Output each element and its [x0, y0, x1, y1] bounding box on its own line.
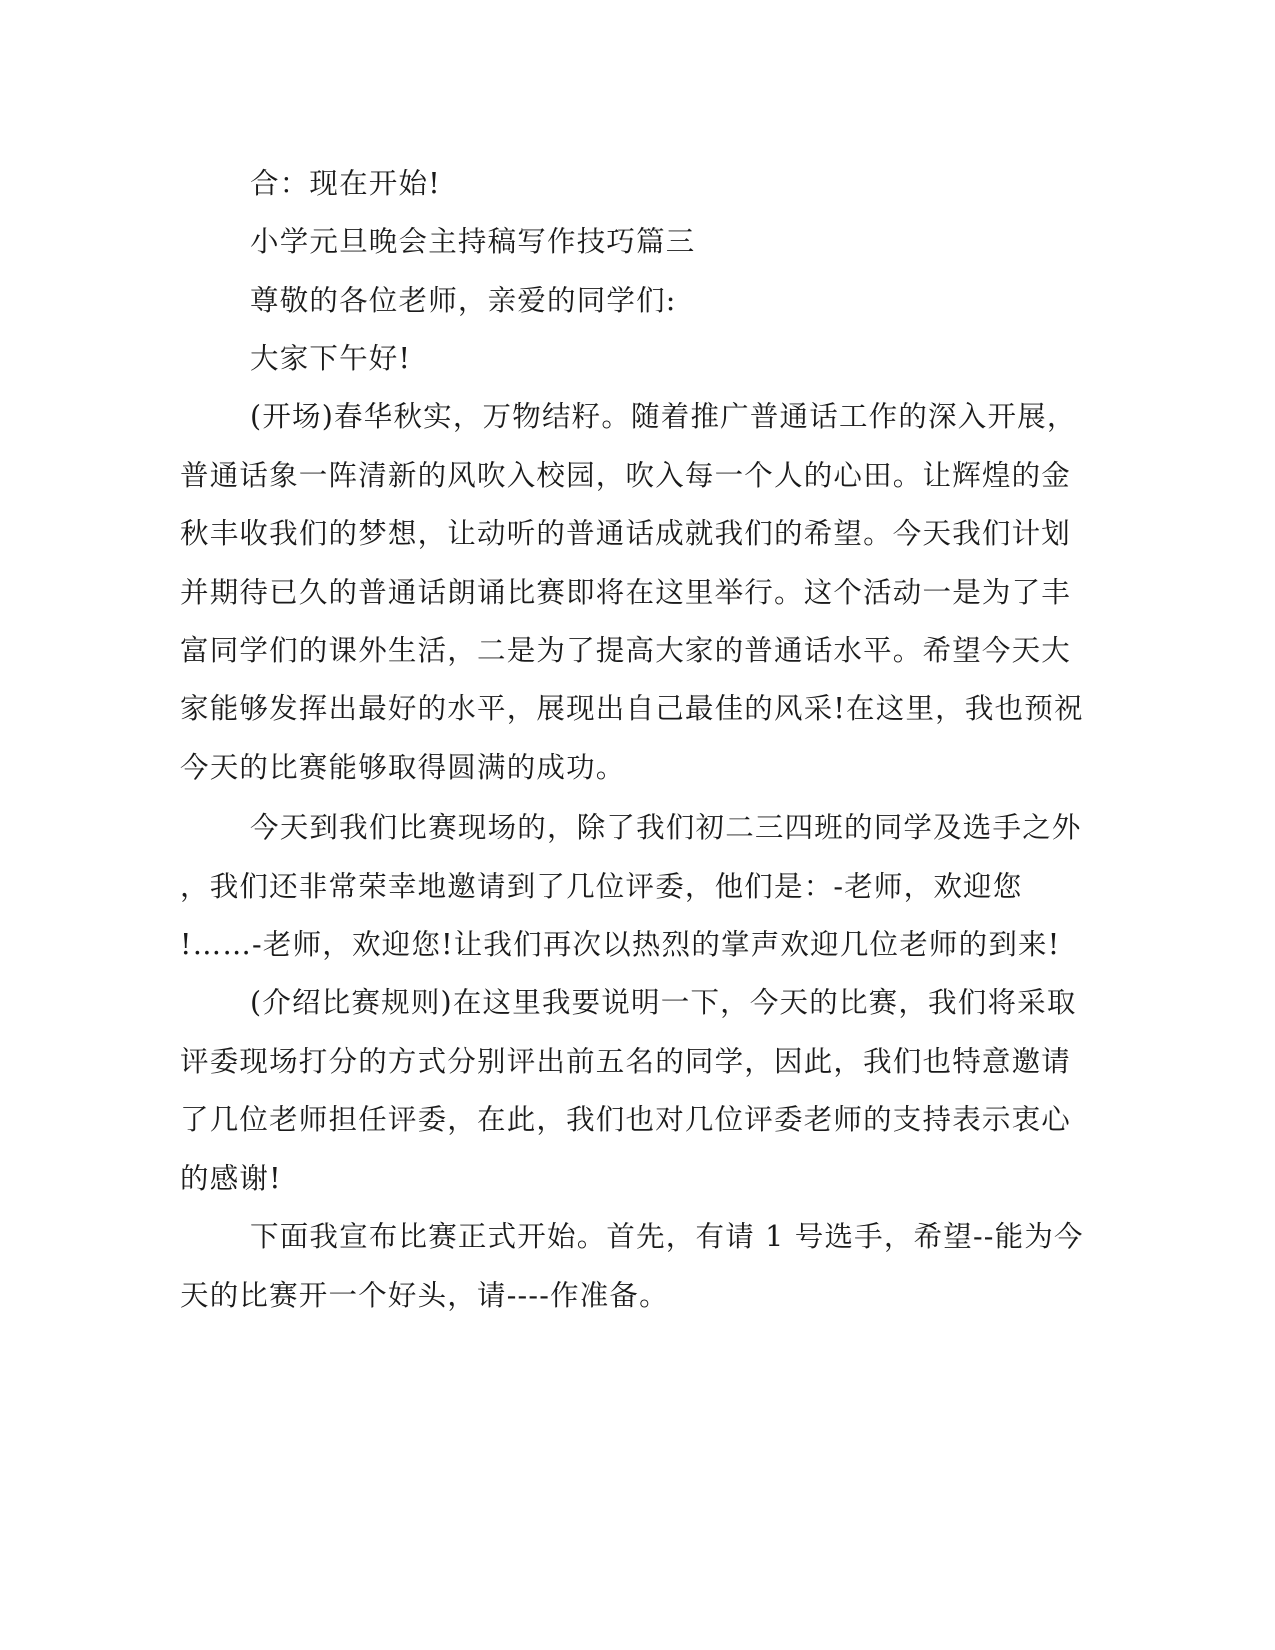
salutation: 尊敬的各位老师，亲爱的同学们:	[250, 284, 677, 317]
paragraph-line: (介绍比赛规则)在这里我要说明一下，今天的比赛，我们将采取	[250, 986, 1077, 1019]
paragraph-line: 的感谢!	[180, 1162, 282, 1195]
paragraph-line: 评委现场打分的方式分别评出前五名的同学，因此，我们也特意邀请	[180, 1045, 1072, 1078]
paragraph-line: 普通话象一阵清新的风吹入校园，吹入每一个人的心田。让辉煌的金	[180, 459, 1072, 492]
paragraph-line: 天的比赛开一个好头，请----作准备。	[180, 1279, 669, 1312]
paragraph-line: 下面我宣布比赛正式开始。首先，有请 1 号选手，希望--能为今	[250, 1220, 1084, 1253]
paragraph-line: 富同学们的课外生活，二是为了提高大家的普通话水平。希望今天大	[180, 634, 1072, 667]
paragraph-line: 秋丰收我们的梦想，让动听的普通话成就我们的希望。今天我们计划	[180, 517, 1072, 550]
paragraph-line: 今天的比赛能够取得圆满的成功。	[180, 751, 626, 784]
greeting: 大家下午好!	[250, 342, 412, 375]
paragraph-line: 家能够发挥出最好的水平，展现出自己最佳的风采!在这里，我也预祝	[180, 692, 1084, 725]
paragraph-line: ，我们还非常荣幸地邀请到了几位评委，他们是：-老师，欢迎您	[180, 870, 1023, 903]
paragraph-line: 了几位老师担任评委，在此，我们也对几位评委老师的支持表示衷心	[180, 1103, 1072, 1136]
paragraph-line: !……-老师，欢迎您!让我们再次以热烈的掌声欢迎几位老师的到来!	[180, 928, 1061, 961]
paragraph-line: (开场)春华秋实，万物结籽。随着推广普通话工作的深入开展，	[250, 400, 1077, 433]
paragraph-line: 并期待已久的普通话朗诵比赛即将在这里举行。这个活动一是为了丰	[180, 576, 1072, 609]
paragraph-line: 今天到我们比赛现场的，除了我们初二三四班的同学及选手之外	[250, 811, 1082, 844]
section-heading: 小学元旦晚会主持稿写作技巧篇三	[250, 225, 696, 258]
text-line: 合：现在开始!	[250, 167, 441, 200]
